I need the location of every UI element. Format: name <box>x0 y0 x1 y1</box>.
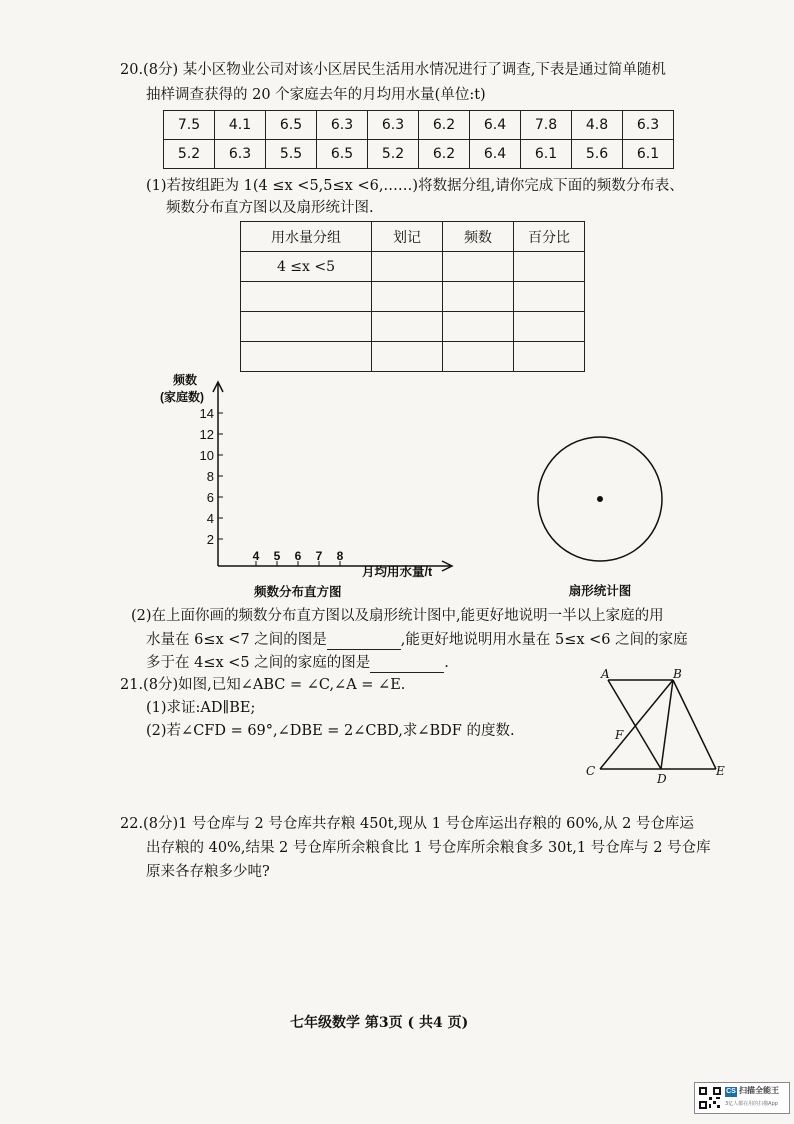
q22-line2: 出存粮的 40%,结果 2 号仓库所余粮食比 1 号仓库所余粮食多 30t,1 号仓库与 2 号仓库 <box>146 840 711 856</box>
camscanner-logo-icon: CS <box>726 1088 736 1095</box>
blank-cell[interactable] <box>514 252 585 282</box>
q20-part2-line2 <box>146 630 688 650</box>
x-tick-label: 6 <box>294 549 302 563</box>
blank-cell[interactable] <box>514 342 585 372</box>
table-cell: 4.8 <box>572 111 623 140</box>
data-table <box>163 110 674 169</box>
table-cell: 6.5 <box>317 140 368 169</box>
table-cell: 4.1 <box>215 111 266 140</box>
table-row <box>241 342 585 372</box>
part2-text-b: ,能更好地说明用水量在 5≤x <6 之间的家庭 <box>400 632 688 648</box>
table-cell: 6.5 <box>266 111 317 140</box>
geometry-figure <box>578 665 748 785</box>
table-cell: 6.3 <box>623 111 674 140</box>
point-label: B <box>673 667 682 681</box>
table-cell: 5.2 <box>164 140 215 169</box>
blank-cell[interactable] <box>372 312 443 342</box>
blank-cell[interactable] <box>372 252 443 282</box>
segment-AD <box>608 680 661 769</box>
q20-part1-line1: (1)若按组距为 1(4 ≤x <5,5≤x <6,……)将数据分组,请你完成下面的频数分布表、 <box>146 178 684 194</box>
segment-BE <box>673 680 716 769</box>
answer-blank[interactable] <box>370 656 444 673</box>
q22-line3: 原来各存粮多少吨? <box>146 864 270 880</box>
table-cell: 5.5 <box>266 140 317 169</box>
blank-cell[interactable] <box>241 312 372 342</box>
y-tick-label: 8 <box>206 469 214 484</box>
blank-cell[interactable] <box>372 342 443 372</box>
histogram-caption: 频数分布直方图 <box>254 585 342 599</box>
x-axis-label: 月均用水量/t <box>362 565 433 579</box>
scanner-badge <box>694 1082 790 1114</box>
point-label: E <box>716 764 725 778</box>
y-tick-label: 6 <box>206 490 214 505</box>
x-tick-label: 7 <box>315 549 323 563</box>
x-tick-label: 4 <box>252 549 260 563</box>
part2-text-a: 水量在 6≤x <7 之间的图是 <box>146 632 327 648</box>
table-header: 划记 <box>372 222 443 252</box>
pie-center-dot <box>597 496 603 502</box>
part2-text-d: . <box>444 655 449 671</box>
table-cell: 6.1 <box>521 140 572 169</box>
blank-cell[interactable] <box>443 342 514 372</box>
table-row <box>241 312 585 342</box>
table-row <box>164 140 674 169</box>
q22-line1: 22.(8分)1 号仓库与 2 号仓库共存粮 450t,现从 1 号仓库运出存粮的 60%,从 2 号仓库运 <box>120 816 694 832</box>
point-label: F <box>615 728 624 742</box>
table-row <box>241 222 585 252</box>
x-tick-label: 5 <box>273 549 281 563</box>
q21-line3: (2)若∠CFD = 69°,∠DBE = 2∠CBD,求∠BDF 的度数. <box>146 723 515 739</box>
pie-caption: 扇形统计图 <box>568 584 632 598</box>
blank-cell[interactable] <box>514 312 585 342</box>
table-header: 百分比 <box>514 222 585 252</box>
y-tick-label: 2 <box>206 532 214 547</box>
table-cell: 6.1 <box>623 140 674 169</box>
table-cell: 6.3 <box>368 111 419 140</box>
group-cell: 4 ≤x <5 <box>241 252 372 282</box>
histogram <box>150 370 460 605</box>
table-cell: 7.5 <box>164 111 215 140</box>
q20-part2-line3 <box>146 653 449 673</box>
table-header: 频数 <box>443 222 514 252</box>
qr-code-icon <box>698 1086 722 1110</box>
table-cell: 6.2 <box>419 140 470 169</box>
part2-text-c: 多于在 4≤x <5 之间的家庭的图是 <box>146 655 371 671</box>
table-cell: 6.4 <box>470 140 521 169</box>
y-tick-label: 4 <box>206 511 214 526</box>
table-cell: 7.8 <box>521 111 572 140</box>
blank-cell[interactable] <box>241 282 372 312</box>
table-cell: 5.6 <box>572 140 623 169</box>
q21-line2: (1)求证:AD∥BE; <box>146 700 256 716</box>
q20-part2-line1: (2)在上面你画的频数分布直方图以及扇形统计图中,能更好地说明一半以上家庭的用 <box>131 608 664 624</box>
q20-intro-line1: 20.(8分) 某小区物业公司对该小区居民生活用水情况进行了调查,下表是通过简单随机 <box>120 62 666 78</box>
page-footer: 七年级数学 第3页 ( 共4 页) <box>290 1015 469 1031</box>
y-tick-label: 10 <box>199 448 214 463</box>
scanner-subtitle: 3亿人都在用的扫描App <box>725 1101 778 1107</box>
y-tick-label: 12 <box>199 427 214 442</box>
histogram-y-label-1: 频数 <box>173 373 198 387</box>
answer-blank[interactable] <box>327 633 401 650</box>
q20-intro-line2: 抽样调查获得的 20 个家庭去年的月均用水量(单位:t) <box>146 87 486 103</box>
table-row <box>164 111 674 140</box>
blank-cell[interactable] <box>372 282 443 312</box>
scanner-name: 扫描全能王 <box>739 1086 779 1095</box>
table-cell: 6.4 <box>470 111 521 140</box>
y-tick-label: 14 <box>199 406 214 421</box>
point-label: A <box>601 667 610 681</box>
table-row <box>241 282 585 312</box>
pie-chart <box>530 433 670 603</box>
table-cell: 6.3 <box>317 111 368 140</box>
point-label: D <box>657 772 667 785</box>
blank-cell[interactable] <box>241 342 372 372</box>
blank-cell[interactable] <box>443 282 514 312</box>
blank-cell[interactable] <box>443 252 514 282</box>
table-cell: 6.3 <box>215 140 266 169</box>
histogram-y-label-2: (家庭数) <box>160 390 204 404</box>
blank-cell[interactable] <box>514 282 585 312</box>
table-header: 用水量分组 <box>241 222 372 252</box>
q21-line1: 21.(8分)如图,已知∠ABC = ∠C,∠A = ∠E. <box>120 677 406 693</box>
table-row <box>241 252 585 282</box>
table-cell: 6.2 <box>419 111 470 140</box>
frequency-table <box>240 221 585 372</box>
blank-cell[interactable] <box>443 312 514 342</box>
point-label: C <box>586 764 596 778</box>
table-cell: 5.2 <box>368 140 419 169</box>
q20-part1-line2: 频数分布直方图以及扇形统计图. <box>166 200 374 216</box>
x-tick-label: 8 <box>336 549 344 563</box>
